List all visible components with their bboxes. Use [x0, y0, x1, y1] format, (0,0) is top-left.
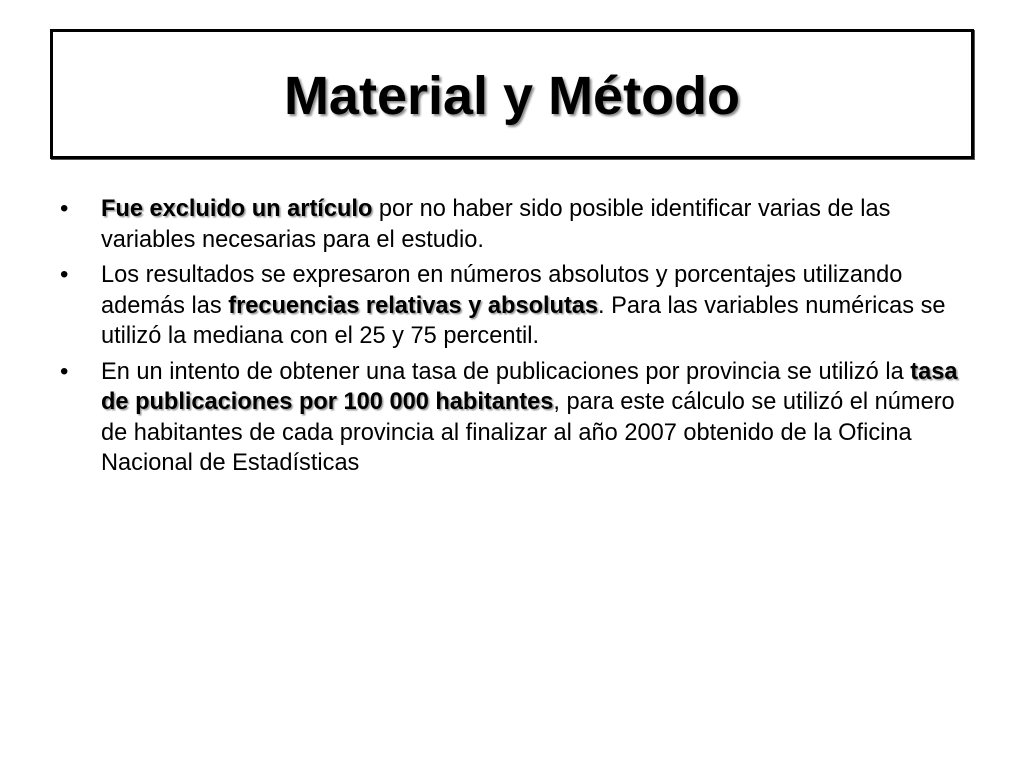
bullet-icon: •: [60, 261, 69, 288]
bullet-2-text-post: . Para las variables numéricas se utilizó la mediana con el 25 y 75 percentil.: [101, 292, 946, 349]
bullet-3-emphasis: tasa de publicaciones por 100 000 habitantes: [101, 358, 958, 415]
bullet-icon: •: [60, 195, 69, 222]
bullet-item-1: [58, 194, 978, 255]
slide-title: Material y Método: [283, 66, 741, 126]
bullet-3-text-pre: En un intento de obtener una tasa de publicaciones por provincia se utilizó la: [101, 358, 911, 385]
title-box: [50, 29, 974, 159]
bullet-list: [58, 194, 978, 484]
bullet-1-emphasis: Fue excluido un artículo: [101, 196, 373, 222]
bullet-1-text: por no haber sido posible identificar varias de las variables necesarias para el estudio.: [101, 196, 891, 253]
bullet-icon: •: [60, 357, 69, 385]
bullet-2-text-pre: Los resultados se expresaron en números absolutos y porcentajes utilizando además las: [101, 262, 903, 319]
bullet-item-3: [58, 357, 978, 479]
bullet-2-emphasis: frecuencias relativas y absolutas: [228, 292, 599, 319]
bullet-item-2: [58, 260, 978, 352]
bullet-3-text-post: , para este cálculo se utilizó el número de habitantes de cada provincia al finalizar al año 2007 obtenido de la Oficina Nacional de Estadísticas: [101, 389, 955, 476]
